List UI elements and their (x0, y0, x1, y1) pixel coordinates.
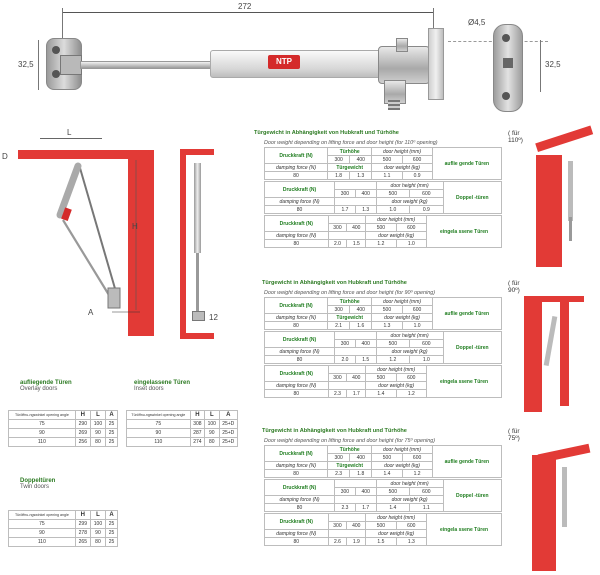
twin-table (8, 510, 118, 547)
height-value: 500 (366, 224, 396, 232)
table-cell: 25+D (219, 429, 238, 438)
weight-value: 2.1 (328, 322, 350, 330)
weight-value: 2.0 (328, 240, 347, 248)
load-table-section (254, 130, 523, 248)
table-cell: 308 (190, 420, 204, 429)
force-label-en: damping force (N) (265, 198, 335, 206)
weight-value: 1.3 (355, 206, 376, 214)
inset-subtitle: Inset doors (134, 386, 164, 392)
height-value: 600 (402, 454, 432, 462)
table-cell: 274 (190, 438, 204, 447)
weight-value: 2.0 (335, 356, 356, 364)
height-value: 400 (355, 488, 376, 496)
cabinet-drawing-inset (176, 145, 236, 345)
force-label: Druckkraft (N) (265, 148, 328, 164)
header-a: A (106, 511, 118, 520)
load-table-subtitle: Door weight depending on lifting force and door height (for 110º opening) (264, 140, 438, 146)
height-value: 500 (372, 156, 402, 164)
weight-value: 1.3 (372, 322, 402, 330)
left-height-label: 32,5 (18, 60, 34, 69)
header-h: H (75, 411, 90, 420)
table-cell: 110 (9, 438, 76, 447)
height-value: 600 (396, 374, 426, 382)
load-block (264, 147, 502, 180)
height-value: 600 (402, 156, 432, 164)
top-product-drawing (0, 0, 600, 120)
height-label-en: door height (mm) (372, 298, 432, 306)
weight-label-en: door weight (kg) (376, 496, 443, 504)
door-type-label: eingela ssene Türen (427, 216, 502, 248)
table-cell: 75 (9, 420, 76, 429)
table-row (9, 420, 118, 429)
weight-label-en: door weight (kg) (366, 530, 427, 538)
weight-value: 2.3 (328, 470, 350, 478)
inset-doors-section (134, 380, 190, 392)
door-type-label: auflie gende Türen (432, 148, 501, 180)
table-row (9, 538, 118, 547)
height-label-de (335, 182, 377, 190)
weight-value: 1.2 (376, 356, 410, 364)
length-label: 272 (238, 2, 252, 11)
weight-label-de (335, 496, 377, 504)
inset-table (126, 410, 238, 447)
height-label-de: Türhöhe (328, 148, 372, 156)
weight-value: 1.6 (350, 322, 372, 330)
force-label-en: damping force (N) (265, 462, 328, 470)
twin-doors-section (20, 478, 55, 490)
header-opening-angle: Türöffnu-ngswinkel opening angle (9, 411, 76, 420)
weight-value: 1.7 (335, 206, 356, 214)
load-block (264, 297, 502, 330)
header-h: H (75, 511, 90, 520)
table-row (9, 529, 118, 538)
door-type-label: Doppel -türen (443, 480, 501, 512)
height-label-en: door height (mm) (376, 182, 443, 190)
force-value: 80 (265, 356, 335, 364)
table-cell: 25 (106, 438, 118, 447)
height-label-en: door height (mm) (366, 216, 427, 224)
height-value: 400 (355, 340, 376, 348)
mount-plate-side (428, 28, 444, 100)
table-cell: 25 (106, 520, 118, 529)
force-value: 80 (265, 390, 329, 398)
height-value: 400 (350, 454, 372, 462)
table-cell: 80 (205, 438, 219, 447)
force-label: Druckkraft (N) (265, 446, 328, 462)
weight-label-de (328, 232, 366, 240)
hole-diameter-label: Ø4,5 (468, 18, 486, 27)
force-label: Druckkraft (N) (265, 514, 329, 530)
label-A: A (88, 308, 94, 317)
force-label-en: damping force (N) (265, 164, 328, 172)
door-type-label: Doppel -türen (443, 182, 501, 214)
height-value: 300 (328, 224, 347, 232)
height-value: 500 (366, 374, 396, 382)
door-type-label: eingela ssene Türen (427, 514, 502, 546)
table-cell: 25 (106, 529, 118, 538)
weight-label-en: door weight (kg) (366, 232, 427, 240)
table-cell: 90 (90, 529, 105, 538)
weight-value: 2.6 (328, 538, 347, 546)
load-table-title: Türgewicht in Abhängigkeit von Hubkraft und Türhöhe (262, 280, 407, 286)
height-value: 300 (328, 156, 350, 164)
height-value: 600 (396, 224, 426, 232)
height-label-en: door height (mm) (366, 366, 427, 374)
weight-label-en: door weight (kg) (372, 164, 432, 172)
table-cell: 80 (90, 438, 105, 447)
table-cell: 25+D (219, 438, 238, 447)
height-label-en: door height (mm) (372, 446, 432, 454)
weight-label-en: door weight (kg) (376, 348, 443, 356)
force-label-en: damping force (N) (265, 530, 329, 538)
weight-value: 1.5 (366, 538, 396, 546)
table-cell: 25 (106, 420, 118, 429)
door-type-label: Doppel -türen (443, 332, 501, 364)
opening-angle-label: ( für 90º) (508, 280, 520, 294)
table-cell: 278 (75, 529, 90, 538)
force-value: 80 (265, 206, 335, 214)
force-label: Druckkraft (N) (265, 182, 335, 198)
weight-label-en: door weight (kg) (372, 314, 432, 322)
height-label-en: door height (mm) (376, 480, 443, 488)
table-cell: 290 (75, 420, 90, 429)
overlay-title: aufliegende Türen (20, 380, 72, 386)
table-row (127, 438, 238, 447)
opening-image-90 (520, 296, 592, 416)
weight-value: 1.0 (402, 322, 432, 330)
load-table-section (254, 428, 520, 546)
height-value: 300 (328, 306, 350, 314)
weight-label-en: door weight (kg) (366, 382, 427, 390)
load-block (264, 445, 502, 478)
table-row (127, 420, 238, 429)
table-row (9, 520, 118, 529)
overlay-table (8, 410, 118, 447)
weight-value: 1.5 (347, 240, 366, 248)
weight-value: 1.1 (410, 504, 444, 512)
force-label-en: damping force (N) (265, 496, 335, 504)
table-cell: 90 (90, 429, 105, 438)
table-cell: 265 (75, 538, 90, 547)
table-cell: 90 (9, 429, 76, 438)
height-value: 600 (396, 522, 426, 530)
header-l: L (205, 411, 219, 420)
weight-value: 1.7 (355, 504, 376, 512)
label-D: D (2, 152, 8, 161)
door-type-label: auflie gende Türen (432, 298, 501, 330)
header-opening-angle: Türöffnu-ngswinkel opening angle (9, 511, 76, 520)
header-a: A (106, 411, 118, 420)
table-cell: 110 (9, 538, 76, 547)
table-row (9, 429, 118, 438)
load-block (264, 215, 502, 248)
weight-value: 1.7 (347, 390, 366, 398)
force-label: Druckkraft (N) (265, 480, 335, 496)
opening-angle-label: ( für 75º) (508, 428, 520, 442)
weight-value: 1.4 (376, 504, 410, 512)
table-cell: 90 (9, 529, 76, 538)
height-value: 400 (347, 224, 366, 232)
weight-value: 1.2 (396, 390, 426, 398)
height-value: 400 (355, 190, 376, 198)
height-value: 400 (347, 522, 366, 530)
opening-image-75 (528, 445, 590, 573)
weight-label-de: Türgewicht (328, 462, 372, 470)
weight-value: 1.4 (372, 470, 402, 478)
height-label-en: door height (mm) (366, 514, 427, 522)
height-value: 500 (372, 306, 402, 314)
weight-value: 1.2 (366, 240, 396, 248)
opening-angle-label: ( für 110º) (508, 130, 523, 144)
table-cell: 256 (75, 438, 90, 447)
table-cell: 100 (205, 420, 219, 429)
force-label: Druckkraft (N) (265, 216, 329, 232)
header-l: L (90, 511, 105, 520)
table-cell: 25 (106, 429, 118, 438)
height-value: 600 (410, 340, 444, 348)
inset-title: eingelassene Türen (134, 380, 191, 386)
header-a: A (219, 411, 238, 420)
label-12: 12 (209, 313, 218, 322)
load-table-subtitle: Door weight depending on lifting force and door height (for 75º opening) (264, 438, 435, 444)
label-L: L (67, 128, 72, 137)
load-block (264, 181, 502, 214)
weight-label-en: door weight (kg) (376, 198, 443, 206)
load-block (264, 331, 502, 364)
weight-label-de (328, 382, 366, 390)
twin-title: Doppeltüren (20, 478, 56, 484)
table-row (127, 429, 238, 438)
force-value: 80 (265, 172, 328, 180)
header-l: L (90, 411, 105, 420)
height-value: 500 (376, 488, 410, 496)
weight-label-de (335, 198, 377, 206)
weight-value: 1.9 (347, 538, 366, 546)
length-dimension-line (62, 12, 434, 13)
cabinet-drawing-overlay (0, 120, 160, 330)
load-table-subtitle: Door weight depending on lifting force and door height (for 90º opening) (264, 290, 435, 296)
weight-label-de (328, 530, 366, 538)
table-cell: 90 (205, 429, 219, 438)
weight-label-en: door weight (kg) (372, 462, 432, 470)
opening-image-110 (530, 143, 592, 268)
load-block (264, 365, 502, 398)
force-value: 80 (265, 538, 329, 546)
height-label-de: Türhöhe (328, 298, 372, 306)
weight-value: 1.5 (355, 356, 376, 364)
weight-value: 2.3 (335, 504, 356, 512)
brand-label: NTP (268, 55, 300, 69)
table-cell: 100 (90, 420, 105, 429)
label-H: H (132, 222, 138, 231)
height-value: 500 (376, 190, 410, 198)
height-value: 400 (347, 374, 366, 382)
table-cell: 269 (75, 429, 90, 438)
weight-value: 1.2 (402, 470, 432, 478)
weight-value: 1.0 (396, 240, 426, 248)
load-block (264, 479, 502, 512)
force-value: 80 (265, 322, 328, 330)
height-label-de: Türhöhe (328, 446, 372, 454)
overlay-doors-section (20, 380, 72, 392)
weight-value: 1.3 (396, 538, 426, 546)
height-value: 500 (372, 454, 402, 462)
height-value: 600 (402, 306, 432, 314)
weight-value: 0.9 (410, 206, 444, 214)
weight-label-de (335, 348, 377, 356)
force-label-en: damping force (N) (265, 348, 335, 356)
force-value: 80 (265, 240, 329, 248)
load-table-title: Türgewicht in Abhängigkeit von Hubkraft und Türhöhe (262, 428, 407, 434)
height-value: 300 (335, 340, 356, 348)
weight-label-de: Türgewicht (328, 314, 372, 322)
door-type-label: auflie gende Türen (432, 446, 501, 478)
table-cell: 25+D (219, 420, 238, 429)
height-value: 300 (328, 454, 350, 462)
weight-value: 1.0 (410, 356, 444, 364)
weight-value: 1.0 (376, 206, 410, 214)
weight-value: 1.1 (372, 172, 402, 180)
height-label-de (328, 514, 366, 522)
right-height-label: 32,5 (545, 60, 561, 69)
weight-value: 1.4 (366, 390, 396, 398)
table-cell: 110 (127, 438, 191, 447)
table-cell: 299 (75, 520, 90, 529)
weight-value: 1.8 (350, 470, 372, 478)
table-cell: 75 (9, 520, 76, 529)
height-value: 600 (410, 488, 444, 496)
height-value: 500 (366, 522, 396, 530)
force-label-en: damping force (N) (265, 314, 328, 322)
header-opening-angle: Türöffnu-ngswinkel opening angle (127, 411, 191, 420)
force-label: Druckkraft (N) (265, 332, 335, 348)
force-label: Druckkraft (N) (265, 298, 328, 314)
height-label-de (328, 216, 366, 224)
table-cell: 25 (106, 538, 118, 547)
twin-subtitle: Twin doors (20, 484, 50, 490)
force-label: Druckkraft (N) (265, 366, 329, 382)
height-value: 300 (335, 488, 356, 496)
piston-rod (80, 61, 214, 69)
height-label-de (335, 480, 377, 488)
height-value: 400 (350, 156, 372, 164)
weight-value: 0.9 (402, 172, 432, 180)
force-value: 80 (265, 470, 328, 478)
force-value: 80 (265, 504, 335, 512)
load-block (264, 513, 502, 546)
door-type-label: eingela ssene Türen (427, 366, 502, 398)
weight-value: 1.8 (328, 172, 350, 180)
height-value: 600 (410, 190, 444, 198)
table-cell: 75 (127, 420, 191, 429)
height-label-de (328, 366, 366, 374)
header-h: H (190, 411, 204, 420)
force-label-en: damping force (N) (265, 382, 329, 390)
table-cell: 100 (90, 520, 105, 529)
load-table-section (254, 280, 520, 398)
overlay-subtitle: Overlay doors (20, 386, 58, 392)
height-value: 400 (350, 306, 372, 314)
height-value: 500 (376, 340, 410, 348)
load-table-title: Türgewicht in Abhängigkeit von Hubkraft und Türhöhe (254, 130, 399, 136)
weight-value: 1.3 (350, 172, 372, 180)
height-label-de (335, 332, 377, 340)
weight-label-de: Türgewicht (328, 164, 372, 172)
height-label-en: door height (mm) (376, 332, 443, 340)
height-value: 300 (328, 374, 347, 382)
table-row (9, 438, 118, 447)
height-value: 300 (328, 522, 347, 530)
table-cell: 287 (190, 429, 204, 438)
table-cell: 90 (127, 429, 191, 438)
height-label-en: door height (mm) (372, 148, 432, 156)
force-label-en: damping force (N) (265, 232, 329, 240)
height-value: 300 (335, 190, 356, 198)
table-cell: 80 (90, 538, 105, 547)
weight-value: 2.3 (328, 390, 347, 398)
